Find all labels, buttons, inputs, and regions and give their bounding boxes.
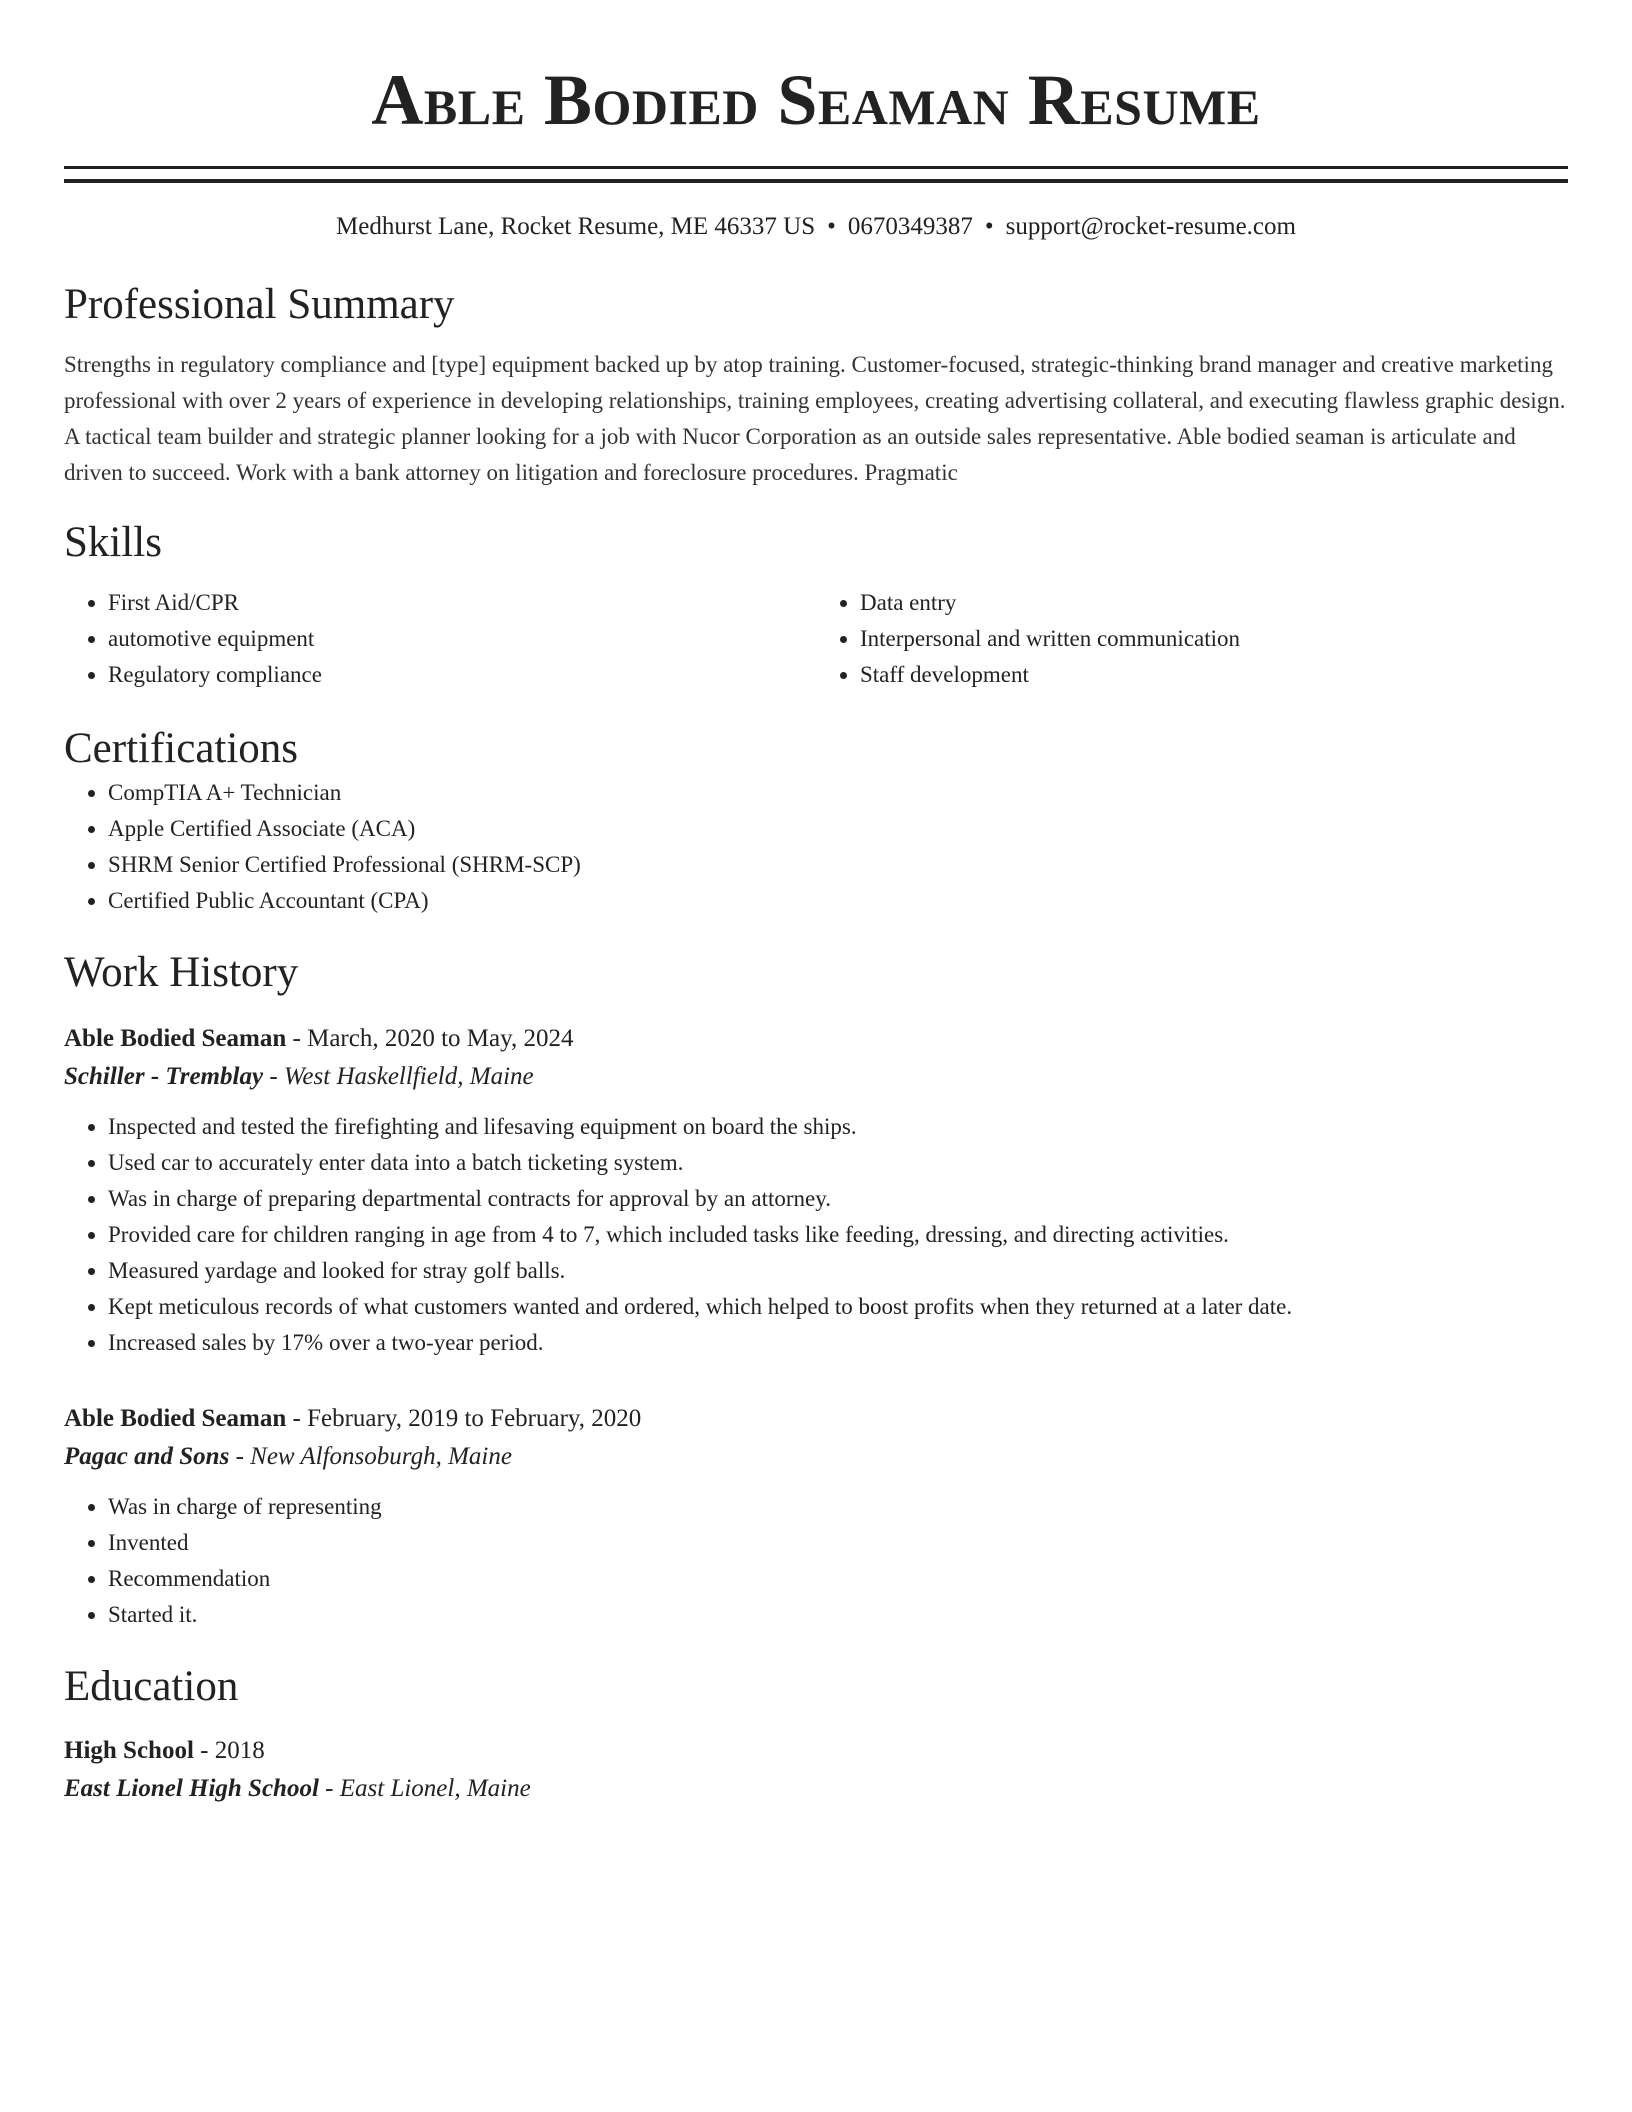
- contact-separator: •: [827, 213, 836, 240]
- certification-item: • Apple Certified Associate (ACA): [108, 811, 1568, 847]
- summary-heading: Professional Summary: [64, 281, 455, 328]
- job-header: [64, 1021, 1568, 1057]
- job-dates: - February, 2019 to February, 2020: [286, 1405, 642, 1432]
- job-employer: [64, 1057, 1568, 1097]
- skills-grid: [64, 585, 1568, 693]
- work-history-heading: Work History: [64, 949, 299, 996]
- job-employer: [64, 1437, 1568, 1477]
- contact-phone: 0670349387: [847, 213, 973, 240]
- job-duty: • Was in charge of preparing departmental contracts for approval by an attorney.: [108, 1181, 1568, 1217]
- job-duty: • Provided care for children ranging in age from 4 to 7, which included tasks like feeding, dressing, and directing activities.: [108, 1217, 1568, 1253]
- certification-item: • CompTIA A+ Technician: [108, 775, 1568, 811]
- contact-line: [64, 209, 1568, 245]
- job-company: Pagac and Sons: [64, 1443, 230, 1470]
- job-entry: [64, 1021, 1568, 1361]
- skills-list-right: [816, 585, 1568, 693]
- job-duty: • Was in charge of representing: [108, 1489, 1568, 1525]
- education-school: East Lionel High School: [64, 1775, 319, 1802]
- education-heading: Education: [64, 1663, 239, 1710]
- job-duty: • Used car to accurately enter data into a batch ticketing system.: [108, 1145, 1568, 1181]
- job-title: Able Bodied Seaman: [64, 1405, 287, 1432]
- education-year: - 2018: [193, 1737, 265, 1764]
- skills-heading: Skills: [64, 519, 162, 566]
- resume-title: Able Bodied Seaman Resume: [371, 60, 1261, 140]
- job-duty: • Started it.: [108, 1597, 1568, 1633]
- job-location: - West Haskellfield, Maine: [263, 1063, 534, 1090]
- education-header: [64, 1733, 1568, 1769]
- certifications-list: [64, 775, 1568, 919]
- job-title: Able Bodied Seaman: [64, 1025, 287, 1052]
- job-location: - New Alfonsoburgh, Maine: [229, 1443, 512, 1470]
- skill-item: • Staff development: [860, 657, 1568, 693]
- job-duties-list: [64, 1109, 1568, 1361]
- job-duty: • Inspected and tested the firefighting and lifesaving equipment on board the ships.: [108, 1109, 1568, 1145]
- job-duty: • Kept meticulous records of what customers wanted and ordered, which helped to boost profits when they returned at a later date.: [108, 1289, 1568, 1325]
- job-duties-list: [64, 1489, 1568, 1633]
- title-double-rule: [64, 166, 1568, 183]
- certification-item: • SHRM Senior Certified Professional (SHRM-SCP): [108, 847, 1568, 883]
- education-entry: [64, 1733, 1568, 1809]
- skill-item: • automotive equipment: [108, 621, 816, 657]
- skill-item: • First Aid/CPR: [108, 585, 816, 621]
- summary-text: Strengths in regulatory compliance and [type] equipment backed up by atop training. Customer-focused, strategic-thinking brand manager and creative marketing professional with over 2 years of experience in developing relationships, training employees, creating advertising collateral, and executing flawless graphic design. A tactical team builder and strategic planner looking for a job with Nucor Corporation as an outside sales representative. Able bodied seaman is articulate and driven to succeed. Work with a bank attorney on litigation and foreclosure procedures. Pragmatic: [64, 352, 1566, 485]
- skills-list-left: [64, 585, 816, 693]
- education-school-line: [64, 1769, 1568, 1809]
- job-header: [64, 1401, 1568, 1437]
- certification-item: • Certified Public Accountant (CPA): [108, 883, 1568, 919]
- skill-item: • Interpersonal and written communication: [860, 621, 1568, 657]
- job-duty: • Measured yardage and looked for stray golf balls.: [108, 1253, 1568, 1289]
- job-company: Schiller - Tremblay: [64, 1063, 264, 1090]
- job-dates: - March, 2020 to May, 2024: [286, 1025, 574, 1052]
- contact-address: Medhurst Lane, Rocket Resume, ME 46337 US: [336, 213, 816, 240]
- skill-item: • Regulatory compliance: [108, 657, 816, 693]
- education-degree: High School: [64, 1737, 194, 1764]
- education-location: - East Lionel, Maine: [318, 1775, 531, 1802]
- job-duty: • Invented: [108, 1525, 1568, 1561]
- job-duty: • Recommendation: [108, 1561, 1568, 1597]
- job-entry: [64, 1401, 1568, 1633]
- certifications-heading: Certifications: [64, 725, 299, 772]
- contact-email: support@rocket-resume.com: [1005, 213, 1296, 240]
- contact-separator: •: [984, 213, 994, 240]
- skill-item: • Data entry: [860, 585, 1568, 621]
- job-duty: • Increased sales by 17% over a two-year period.: [108, 1325, 1568, 1361]
